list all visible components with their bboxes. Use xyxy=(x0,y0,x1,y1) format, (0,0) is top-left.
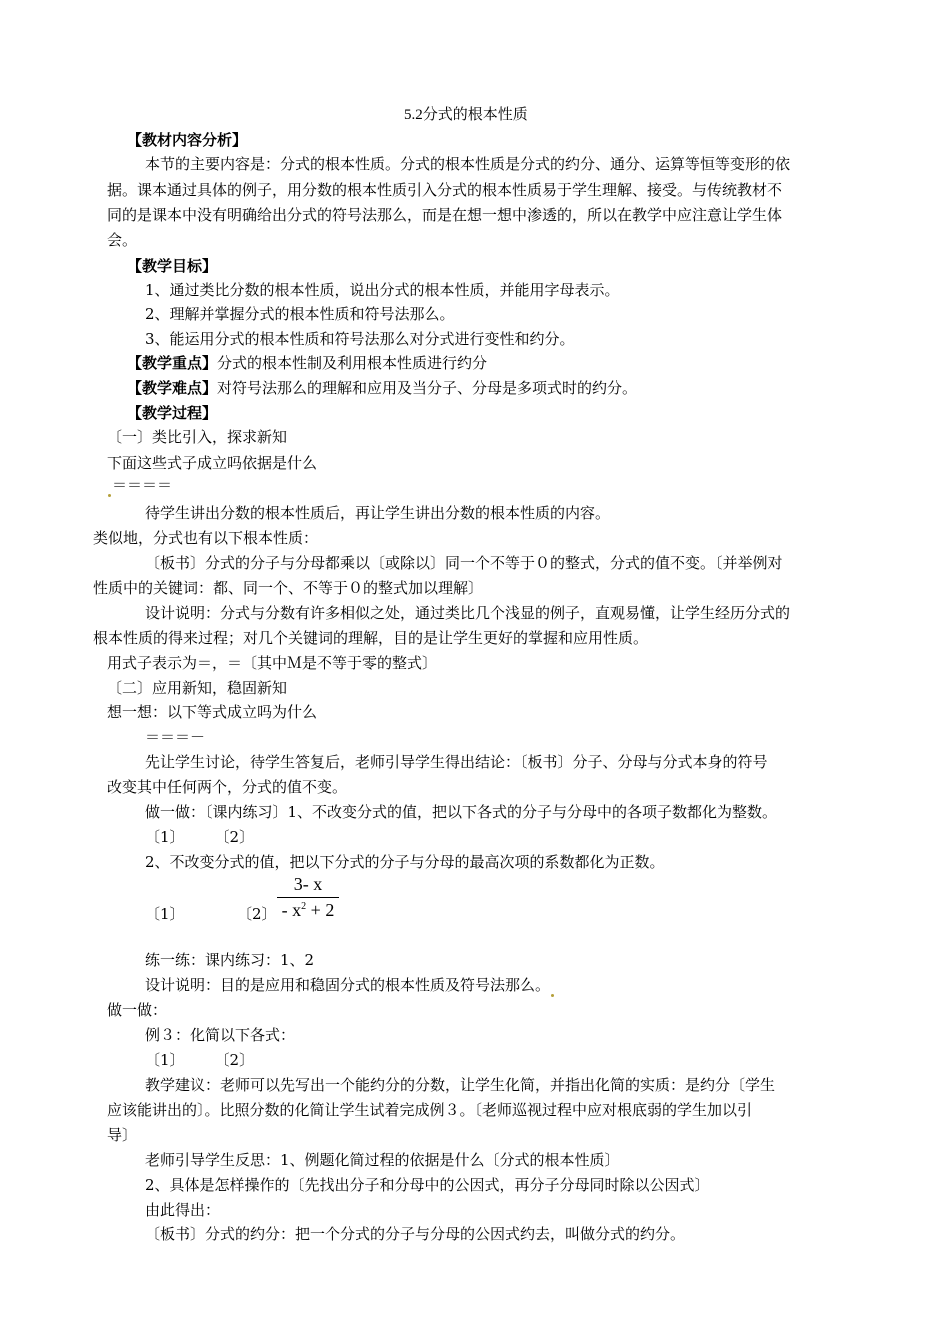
design-note-text: 设计说明：目的是应用和稳固分式的根本性质及符号法那么。 xyxy=(145,976,551,994)
section-heading-process: 【教学过程】 xyxy=(127,404,218,422)
key-point-label: 【教学重点】 xyxy=(127,354,218,372)
key-point xyxy=(127,351,487,375)
mark-dot xyxy=(551,994,554,997)
paragraph-line: 类似地，分式也有以下根本性质： xyxy=(93,529,319,547)
difficult-point xyxy=(127,376,637,400)
equation-line: ＝＝＝－ xyxy=(145,728,206,746)
paragraph-line: 待学生讲出分数的根本性质后，再让学生讲出分数的根本性质的内容。 xyxy=(145,504,611,522)
part-heading: 〔一〕类比引入，探求新知 xyxy=(107,428,288,446)
paragraph-line: 同的是课本中没有明确给出分式的符号法那么，而是在想一想中渗透的，所以在教学中应注意让学生体 xyxy=(107,206,783,224)
example-items: 〔1〕 〔2〕 xyxy=(145,1051,255,1069)
denominator-term: + 2 xyxy=(306,900,335,920)
design-note-line xyxy=(145,973,555,997)
exercise-item-2: 〔2〕 xyxy=(237,905,277,923)
board-note-line: 〔板书〕分式的约分：把一个分式的分子与分母的公因式约去，叫做分式的约分。 xyxy=(145,1225,686,1243)
denominator-term: - x xyxy=(281,900,302,920)
fraction-bar xyxy=(277,897,339,898)
suggestion-line: 教学建议：老师可以先写出一个能约分的分数，让学生化简，并指出化简的实质：是约分〔学生 xyxy=(145,1076,776,1094)
reflect-line: 老师引导学生反思：1、例题化简过程的依据是什么〔分式的根本性质〕 xyxy=(145,1151,620,1169)
denominator-exponent: 2 xyxy=(301,901,307,912)
mark-dot xyxy=(108,494,111,497)
paragraph-line: 会。 xyxy=(107,231,138,249)
reflect-line: 2、具体是怎样操作的〔先找出分子和分母中的公因式，再分子分母同时除以公因式〕 xyxy=(145,1176,710,1194)
board-note-line: 性质中的关键词：都、同一个、不等于０的整式加以理解〕 xyxy=(93,579,484,597)
design-note-line: 根本性质的得来过程；对几个关键词的理解，目的是让学生更好的掌握和应用性质。 xyxy=(93,629,649,647)
formula-line: 用式子表示为＝，＝〔其中Ｍ是不等于零的整式〕 xyxy=(107,654,438,672)
exercise-line: 做一做：〔课内练习〕1、不改变分式的值，把以下各式的分子与分母中的各项子数都化为整数。 xyxy=(145,803,778,821)
derive-line: 由此得出： xyxy=(145,1201,221,1219)
exercise-line: 2、不改变分式的值，把以下分式的分子与分母的最高次项的系数都化为正数。 xyxy=(145,853,665,871)
paragraph-line: 先让学生讨论，待学生答复后，老师引导学生得出结论：〔板书〕分子、分母与分式本身的符号 xyxy=(145,753,768,771)
fraction xyxy=(277,874,339,921)
exercise-items: 〔1〕 〔2〕 xyxy=(145,828,255,846)
suggestion-line: 应该能讲出的〕。比照分数的化简让学生试着完成例３。〔老师巡视过程中应对根底弱的学生加以引 xyxy=(107,1101,753,1119)
goal-item: 1、通过类比分数的根本性质，说出分式的根本性质，并能用字母表示。 xyxy=(145,281,620,299)
goal-item: 3、能运用分式的根本性质和符号法那么对分式进行变性和约分。 xyxy=(145,330,575,348)
page-title: 5.2分式的根本性质 xyxy=(404,107,528,123)
key-point-text: 分式的根本性制及利用根本性质进行约分 xyxy=(217,354,488,372)
fraction-denominator xyxy=(277,900,339,921)
section-heading-material: 【教材内容分析】 xyxy=(127,131,248,149)
paragraph-line: 改变其中任何两个，分式的值不变。 xyxy=(107,778,348,796)
difficult-point-text: 对符号法那么的理解和应用及当分子、分母是多项式时的约分。 xyxy=(217,379,638,397)
equation-line xyxy=(107,473,172,497)
suggestion-line: 导〕 xyxy=(107,1126,138,1144)
example-heading: 例３：化简以下各式： xyxy=(145,1026,296,1044)
exercise-item-1: 〔1〕 xyxy=(145,905,185,923)
fraction-numerator: 3- x xyxy=(293,874,323,894)
practice-line: 练一练：课内练习：1、2 xyxy=(145,951,315,969)
do-prompt: 做一做： xyxy=(107,1001,168,1019)
design-note-line: 设计说明：分式与分数有许多相似之处，通过类比几个浅显的例子，直观易懂，让学生经历分式的 xyxy=(145,604,791,622)
board-note-line: 〔板书〕分式的分子与分母都乘以〔或除以〕同一个不等于０的整式，分式的值不变。〔并举例对 xyxy=(145,554,783,572)
section-heading-goals: 【教学目标】 xyxy=(127,257,218,275)
question: 下面这些式子成立吗依据是什么 xyxy=(107,454,318,472)
difficult-point-label: 【教学难点】 xyxy=(127,379,218,397)
equation-text: ＝＝＝＝ xyxy=(112,476,173,494)
part-heading: 〔二〕应用新知，稳固新知 xyxy=(107,679,288,697)
paragraph-line: 据。课本通过具体的例子，用分数的根本性质引入分式的根本性质易于学生理解、接受。与传统教材不 xyxy=(107,181,783,199)
goal-item: 2、理解并掌握分式的根本性质和符号法那么。 xyxy=(145,305,455,323)
paragraph-line: 本节的主要内容是：分式的根本性质。分式的根本性质是分式的约分、通分、运算等恒等变形的依 xyxy=(145,155,791,173)
think-prompt: 想一想：以下等式成立吗为什么 xyxy=(107,703,318,721)
